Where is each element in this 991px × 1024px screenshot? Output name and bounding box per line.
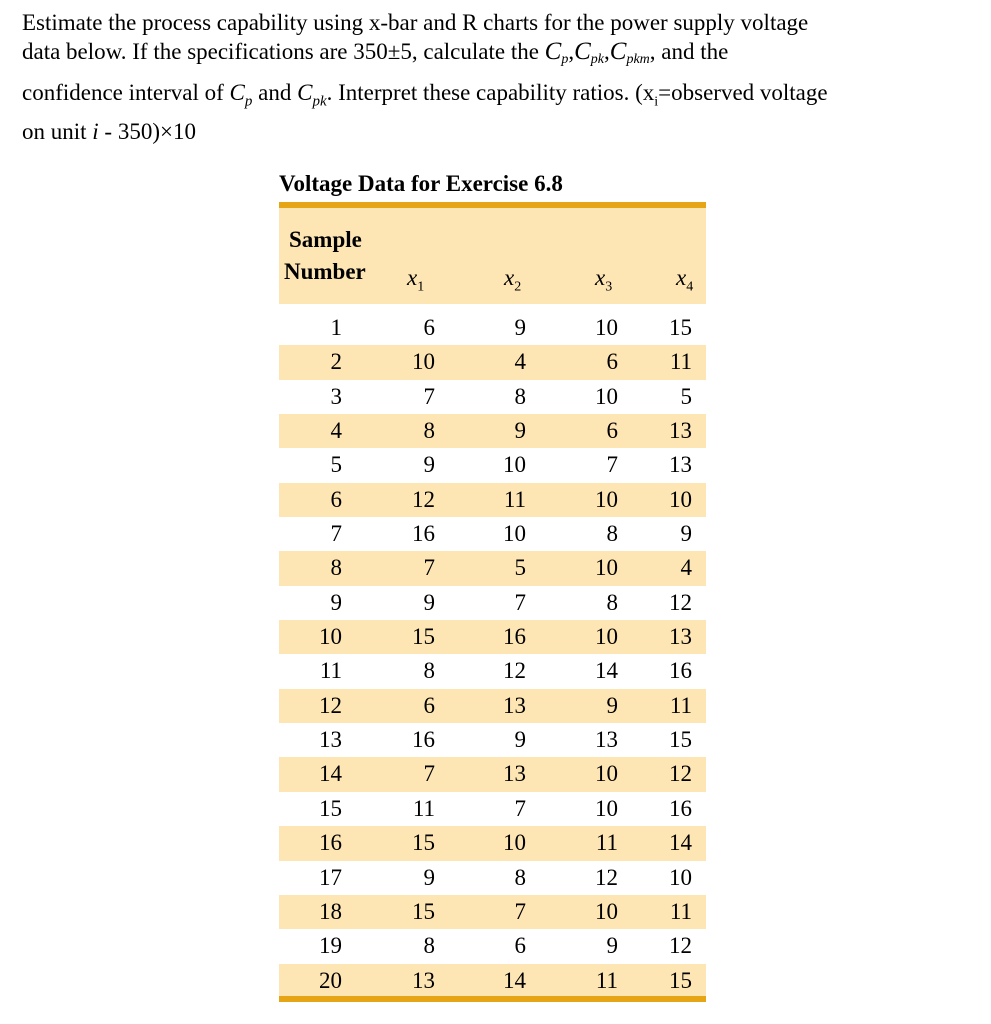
x1-cell: 15 — [412, 624, 435, 650]
x4-cell: 14 — [669, 830, 692, 856]
x2-cell: 12 — [503, 658, 526, 684]
question-text — [22, 8, 972, 146]
unit-i: i — [92, 118, 99, 144]
x2-cell: 10 — [503, 452, 526, 478]
table-row — [279, 895, 706, 929]
sample-number-cell: 20 — [319, 967, 342, 993]
table-row — [279, 551, 706, 585]
sample-number-cell: 14 — [319, 761, 342, 787]
table-row — [279, 792, 706, 826]
x4-cell: 15 — [669, 727, 692, 753]
x2-cell: 6 — [514, 933, 526, 959]
x2-cell: 13 — [503, 761, 526, 787]
x2-cell: 7 — [514, 589, 526, 615]
x4-cell: 13 — [669, 418, 692, 444]
sample-number-cell: 5 — [330, 452, 342, 478]
x3-cell: 8 — [606, 589, 618, 615]
question-line-4 — [22, 117, 972, 146]
sample-number-cell: 13 — [319, 727, 342, 753]
sample-number-cell: 4 — [330, 418, 342, 444]
x1-cell: 7 — [423, 555, 435, 581]
x4-cell: 12 — [669, 761, 692, 787]
x3-cell: 10 — [595, 898, 618, 924]
q-text: data below. If the specifications are — [22, 39, 348, 64]
q-text: =observed voltage — [658, 80, 828, 105]
x1-cell: 13 — [412, 967, 435, 993]
table-header — [279, 208, 706, 304]
table-title: Voltage Data for Exercise 6.8 — [279, 171, 563, 196]
sample-number-cell: 15 — [319, 795, 342, 821]
table-row — [279, 964, 706, 998]
sample-number-cell: 19 — [319, 933, 342, 959]
x4-cell: 10 — [669, 864, 692, 890]
sample-number-cell: 7 — [330, 521, 342, 547]
x2-cell: 8 — [514, 383, 526, 409]
x1-cell: 16 — [412, 521, 435, 547]
x2-cell: 14 — [503, 967, 526, 993]
header-sample: Sample — [289, 227, 362, 252]
sample-number-cell: 18 — [319, 898, 342, 924]
x3-cell: 9 — [606, 692, 618, 718]
question-line-2: data below. If the specifications are 350±5, calculate the $C_p,C_{pk},C_{pkm}$, and the — [22, 38, 729, 67]
x2-cell: 8 — [514, 864, 526, 890]
x1-cell: 8 — [423, 418, 435, 444]
sample-number-cell: 16 — [319, 830, 342, 856]
x1-cell: 8 — [423, 933, 435, 959]
sample-number-cell: 3 — [330, 383, 342, 409]
x4-cell: 11 — [669, 898, 692, 924]
sample-number-cell: 12 — [319, 692, 342, 718]
sample-number-cell: 2 — [330, 349, 342, 375]
x4-cell: 12 — [669, 933, 692, 959]
x1-cell: 9 — [423, 864, 435, 890]
x4-cell: 16 — [669, 658, 692, 684]
x3-cell: 10 — [595, 383, 618, 409]
sample-number-cell: 11 — [319, 658, 342, 684]
x4-cell: 15 — [669, 315, 692, 340]
q-text: confidence interval of — [22, 80, 224, 105]
x3-cell: 6 — [606, 418, 618, 444]
table-row — [279, 929, 706, 963]
table-row — [279, 757, 706, 791]
x2-cell: 10 — [503, 521, 526, 547]
x3-cell: 11 — [595, 967, 618, 993]
x4-cell: 12 — [669, 589, 692, 615]
sample-number-cell: 17 — [319, 864, 342, 890]
table-row — [279, 517, 706, 551]
table-row — [279, 380, 706, 414]
x1-cell: 9 — [423, 589, 435, 615]
header-x1: $x_1$ — [407, 265, 425, 295]
cpk-inline: $C_{pk}$ — [297, 80, 327, 110]
table-row — [279, 826, 706, 860]
x1-cell: 9 — [423, 452, 435, 478]
x4-cell: 4 — [680, 555, 692, 581]
sample-number-cell: 10 — [319, 624, 342, 650]
q-text: - 350)×10 — [104, 118, 196, 144]
q-text: and the — [661, 39, 729, 64]
table-row — [279, 586, 706, 620]
table-row — [279, 620, 706, 654]
x2-cell: 13 — [503, 692, 526, 718]
x4-cell: 15 — [669, 967, 692, 993]
x1-cell: 7 — [423, 383, 435, 409]
sample-number-cell: 9 — [330, 589, 342, 615]
x3-cell: 9 — [606, 933, 618, 959]
x2-cell: 9 — [514, 418, 526, 444]
x1-cell: 8 — [423, 658, 435, 684]
x2-cell: 7 — [514, 795, 526, 821]
x3-cell: 6 — [606, 349, 618, 375]
table-row — [279, 861, 706, 895]
x3-cell: 10 — [595, 315, 618, 340]
x3-cell: 10 — [595, 761, 618, 787]
x4-cell: 5 — [680, 383, 692, 409]
question-line-1: Estimate the process capability using x-bar and R charts for the power supply voltage — [22, 10, 809, 35]
table-row — [279, 311, 706, 345]
x4-cell: 13 — [669, 452, 692, 478]
header-x2: $x_2$ — [504, 265, 522, 295]
x3-cell: 11 — [595, 830, 618, 856]
x2-cell: 4 — [514, 349, 526, 375]
x3-cell: 13 — [595, 727, 618, 753]
x4-cell: 11 — [669, 692, 692, 718]
cpk-symbol: $C_{pk}$ — [574, 38, 605, 67]
x1-cell: 16 — [412, 727, 435, 753]
table-row — [279, 345, 706, 379]
x1-cell: 10 — [412, 349, 435, 375]
x2-cell: 7 — [514, 898, 526, 924]
x4-cell: 9 — [680, 521, 692, 547]
table-row — [279, 654, 706, 688]
table-row — [279, 483, 706, 517]
cpkm-symbol: $C_{pkm}$ — [609, 38, 650, 67]
table-row — [279, 448, 706, 482]
table-body — [279, 311, 706, 998]
x2-cell: 5 — [514, 555, 526, 581]
q-text: . Interpret these capability ratios. (x — [326, 80, 655, 105]
x4-cell: 10 — [669, 486, 692, 512]
x3-cell: 10 — [595, 555, 618, 581]
header-sample-number — [284, 224, 366, 288]
header-x3: $x_3$ — [595, 265, 613, 295]
cp-inline: $C_p$ — [229, 80, 253, 110]
spec-value: 350±5, — [353, 39, 418, 64]
x3-cell: 10 — [595, 624, 618, 650]
x3-cell: 8 — [606, 521, 618, 547]
header-x4: $x_4$ — [676, 265, 694, 295]
x2-cell: 9 — [514, 727, 526, 753]
x2-cell: 9 — [514, 315, 526, 340]
question-line-3 — [22, 78, 972, 117]
x1-cell: 11 — [412, 795, 435, 821]
x1-cell: 6 — [423, 315, 435, 340]
x3-cell: 10 — [595, 486, 618, 512]
x3-cell: 12 — [595, 864, 618, 890]
xi-sub: i — [654, 94, 659, 110]
x1-cell: 6 — [423, 692, 435, 718]
x4-cell: 13 — [669, 624, 692, 650]
sample-number-cell: 1 — [330, 315, 342, 340]
x4-cell: 11 — [669, 349, 692, 375]
header-number: Number — [284, 259, 366, 284]
q-text: calculate the — [423, 39, 539, 64]
table-row — [279, 723, 706, 757]
x2-cell: 16 — [503, 624, 526, 650]
sample-number-cell: 6 — [330, 486, 342, 512]
sample-number-cell: 8 — [330, 555, 342, 581]
cp-symbol: $C_p$ — [544, 38, 569, 67]
x1-cell: 7 — [423, 761, 435, 787]
table-bottom-rule — [279, 996, 706, 1002]
x2-cell: 11 — [503, 486, 526, 512]
x3-cell: 7 — [606, 452, 618, 478]
table-row — [279, 414, 706, 448]
x1-cell: 15 — [412, 830, 435, 856]
x4-cell: 16 — [669, 795, 692, 821]
x1-cell: 15 — [412, 898, 435, 924]
x3-cell: 10 — [595, 795, 618, 821]
q-text: on unit — [22, 118, 87, 144]
x3-cell: 14 — [595, 658, 618, 684]
q-text: and — [258, 80, 292, 105]
x1-cell: 12 — [412, 486, 435, 512]
table-row — [279, 689, 706, 723]
x2-cell: 10 — [503, 830, 526, 856]
